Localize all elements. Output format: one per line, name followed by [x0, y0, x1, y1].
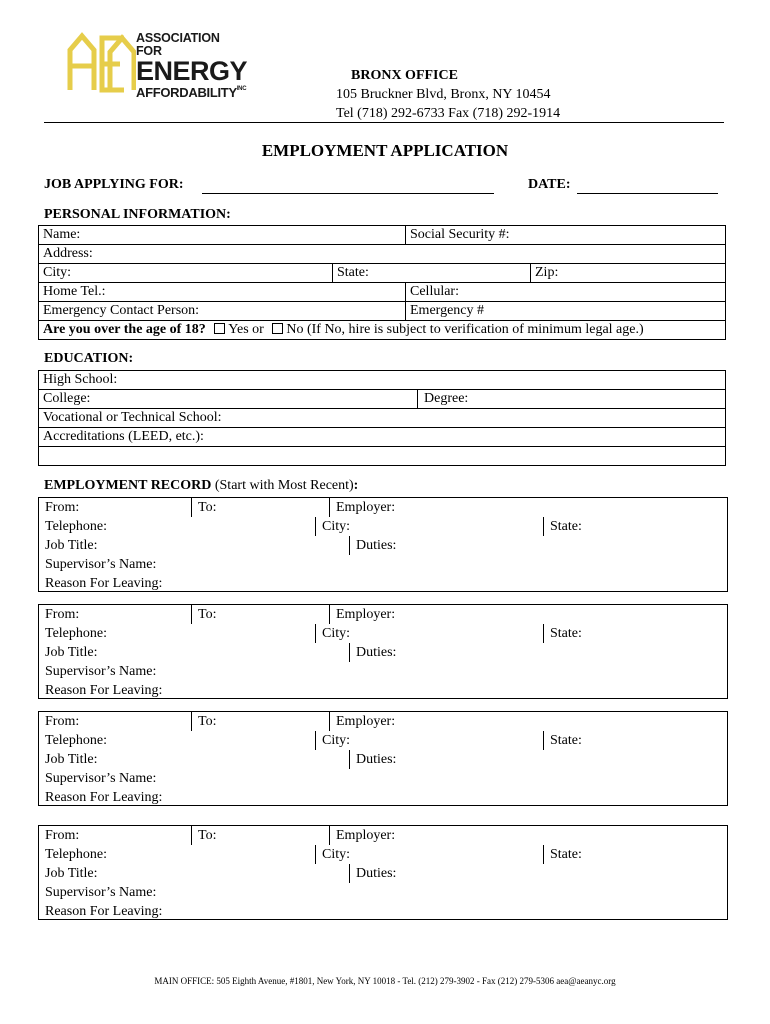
- office-address-block: [336, 66, 560, 123]
- job-title-field[interactable]: Job Title:: [45, 866, 98, 881]
- supervisor-field[interactable]: Supervisor’s Name:: [45, 771, 157, 786]
- from-field[interactable]: From:: [45, 714, 80, 729]
- emp-row-dates: [39, 712, 727, 731]
- office-address: 105 Bruckner Blvd, Bronx, NY 10454: [336, 87, 551, 102]
- state-field[interactable]: State:: [543, 731, 582, 750]
- telephone-field[interactable]: Telephone:: [45, 519, 107, 534]
- supervisor-field[interactable]: Supervisor’s Name:: [45, 885, 157, 900]
- yes-label: Yes or: [228, 322, 264, 337]
- emp-row-supervisor: [39, 662, 727, 681]
- no-label: No (If No, hire is subject to verification of minimum legal age.): [286, 322, 644, 337]
- emergency-contact-field[interactable]: Emergency Contact Person:: [43, 303, 200, 318]
- no-checkbox[interactable]: [272, 323, 283, 334]
- emp-row-job-title: [39, 864, 727, 883]
- cellular-field[interactable]: Cellular:: [405, 283, 725, 301]
- city-field[interactable]: City:: [315, 731, 350, 750]
- row-address: [39, 245, 725, 264]
- to-field[interactable]: To:: [191, 605, 216, 624]
- emp-row-reason: [39, 902, 727, 921]
- row-accreditations: [39, 428, 725, 447]
- address-field[interactable]: Address:: [43, 246, 93, 261]
- supervisor-field[interactable]: Supervisor’s Name:: [45, 557, 157, 572]
- emp-row-dates: [39, 498, 727, 517]
- row-emergency: [39, 302, 725, 321]
- employment-heading-note: (Start with Most Recent): [211, 478, 354, 493]
- job-applying-field[interactable]: [202, 193, 494, 195]
- ssn-field[interactable]: Social Security #:: [405, 226, 725, 244]
- from-field[interactable]: From:: [45, 828, 80, 843]
- logo-wordmark: [136, 32, 247, 99]
- city-field[interactable]: City:: [315, 845, 350, 864]
- emp-row-supervisor: [39, 883, 727, 902]
- duties-field[interactable]: Duties:: [349, 643, 396, 662]
- emp-row-job-title: [39, 643, 727, 662]
- reason-field[interactable]: Reason For Leaving:: [45, 576, 163, 591]
- age-question: [39, 321, 725, 339]
- state-field[interactable]: State:: [543, 517, 582, 536]
- emp-row-job-title: [39, 536, 727, 555]
- emp-row-supervisor: [39, 555, 727, 574]
- emp-row-dates: [39, 605, 727, 624]
- emp-row-telephone: [39, 517, 727, 536]
- row-vocational: [39, 409, 725, 428]
- state-field[interactable]: State:: [543, 845, 582, 864]
- education-heading: EDUCATION:: [44, 351, 134, 366]
- supervisor-field[interactable]: Supervisor’s Name:: [45, 664, 157, 679]
- logo-line-1: ASSOCIATION FOR: [136, 31, 220, 58]
- office-heading: BRONX OFFICE: [351, 68, 458, 83]
- accreditations-field[interactable]: Accreditations (LEED, etc.):: [43, 429, 204, 444]
- row-college: [39, 390, 725, 409]
- employment-record-2: [38, 604, 728, 699]
- logo-line-3: $AFFORDABILITY^{INC}$: [136, 85, 247, 100]
- emp-row-dates: [39, 826, 727, 845]
- emp-row-reason: [39, 681, 727, 700]
- education-table: [38, 370, 726, 466]
- city-field[interactable]: City:: [315, 517, 350, 536]
- to-field[interactable]: To:: [191, 498, 216, 517]
- row-education-blank: [39, 447, 725, 466]
- emp-row-telephone: [39, 845, 727, 864]
- reason-field[interactable]: Reason For Leaving:: [45, 904, 163, 919]
- from-field[interactable]: From:: [45, 607, 80, 622]
- employment-record-3: [38, 711, 728, 806]
- date-field[interactable]: [577, 193, 718, 195]
- duties-field[interactable]: Duties:: [349, 750, 396, 769]
- personal-info-heading: PERSONAL INFORMATION:: [44, 207, 231, 222]
- to-field[interactable]: To:: [191, 712, 216, 731]
- yes-checkbox[interactable]: [214, 323, 225, 334]
- aea-logo-mark: [66, 30, 136, 94]
- emp-row-reason: [39, 574, 727, 593]
- employment-heading-colon: :: [353, 478, 359, 493]
- high-school-field[interactable]: High School:: [43, 372, 118, 387]
- emp-row-job-title: [39, 750, 727, 769]
- office-phone: Tel (718) 292-6733 Fax (718) 292-1914: [336, 106, 561, 121]
- city-field[interactable]: City:: [315, 624, 350, 643]
- vocational-field[interactable]: Vocational or Technical School:: [43, 410, 222, 425]
- row-home-tel: [39, 283, 725, 302]
- row-name: [39, 226, 725, 245]
- to-field[interactable]: To:: [191, 826, 216, 845]
- row-age: [39, 321, 725, 340]
- employment-record-4: [38, 825, 728, 920]
- emergency-number-field[interactable]: Emergency #: [405, 302, 725, 320]
- duties-field[interactable]: Duties:: [349, 864, 396, 883]
- job-title-field[interactable]: Job Title:: [45, 538, 98, 553]
- education-blank-field[interactable]: [39, 447, 725, 465]
- job-applying-label: JOB APPLYING FOR:: [44, 177, 184, 192]
- age-question-label: Are you over the age of 18?: [43, 322, 206, 337]
- city-field[interactable]: City:: [43, 265, 72, 280]
- emp-row-supervisor: [39, 769, 727, 788]
- aea-logo: [66, 30, 248, 100]
- college-field[interactable]: College:: [43, 391, 91, 406]
- zip-field[interactable]: Zip:: [530, 264, 725, 282]
- home-tel-field[interactable]: Home Tel.:: [43, 284, 106, 299]
- telephone-field[interactable]: Telephone:: [45, 847, 107, 862]
- row-high-school: [39, 371, 725, 390]
- employer-field[interactable]: Employer:: [329, 498, 395, 517]
- telephone-field[interactable]: Telephone:: [45, 626, 107, 641]
- employment-record-1: [38, 497, 728, 592]
- telephone-field[interactable]: Telephone:: [45, 733, 107, 748]
- logo-line-2: ENERGY: [136, 56, 248, 86]
- duties-field[interactable]: Duties:: [349, 536, 396, 555]
- reason-field[interactable]: Reason For Leaving:: [45, 790, 163, 805]
- job-title-field[interactable]: Job Title:: [45, 752, 98, 767]
- employment-heading: [44, 478, 358, 494]
- personal-info-table: [38, 225, 726, 340]
- date-label: DATE:: [528, 177, 571, 192]
- footer-main-office: MAIN OFFICE: 505 Eighth Avenue, #1801, New York, NY 10018 - Tel. (212) 279-3902 - Fax (212) 279-5306 aea@aeanyc.org: [154, 976, 616, 986]
- degree-field[interactable]: Degree:: [417, 390, 725, 408]
- state-field[interactable]: State:: [543, 624, 582, 643]
- job-title-field[interactable]: Job Title:: [45, 645, 98, 660]
- employer-field[interactable]: Employer:: [329, 605, 395, 624]
- employment-heading-label: EMPLOYMENT RECORD: [44, 478, 212, 493]
- header-divider: [44, 122, 724, 123]
- page-title: EMPLOYMENT APPLICATION: [261, 141, 509, 160]
- row-city: [39, 264, 725, 283]
- employer-field[interactable]: Employer:: [329, 826, 395, 845]
- employer-field[interactable]: Employer:: [329, 712, 395, 731]
- emp-row-telephone: [39, 731, 727, 750]
- emp-row-telephone: [39, 624, 727, 643]
- name-field[interactable]: Name:: [43, 227, 81, 242]
- state-field[interactable]: State:: [332, 264, 530, 282]
- from-field[interactable]: From:: [45, 500, 80, 515]
- reason-field[interactable]: Reason For Leaving:: [45, 683, 163, 698]
- emp-row-reason: [39, 788, 727, 807]
